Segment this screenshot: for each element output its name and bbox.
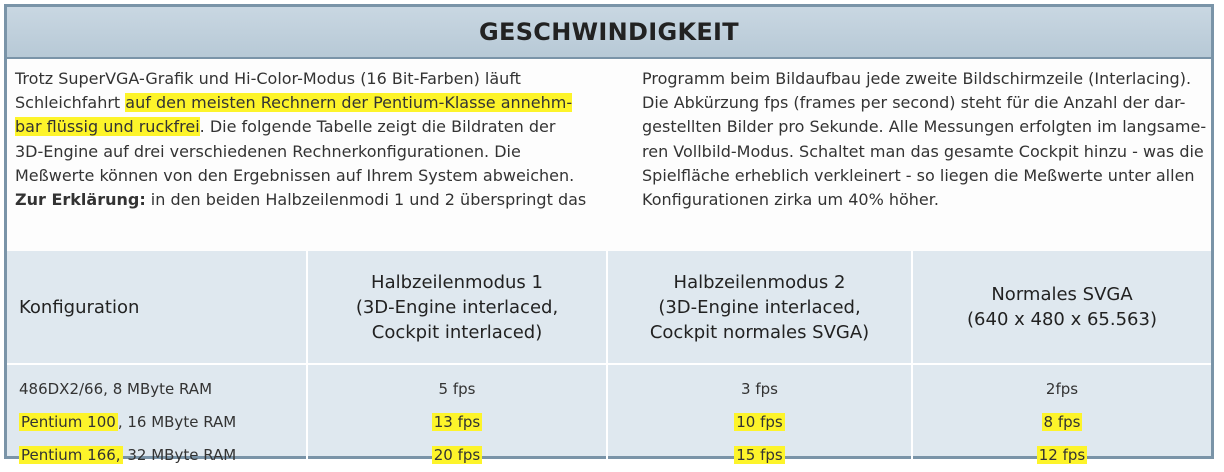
fps-cell: 2fps (1045, 379, 1079, 398)
text-line: gestellten Bilder pro Sekunde. Alle Messungen erfolgten im langsame- (642, 117, 1207, 137)
text-line: 3D-Engine auf drei verschiedenen Rechnerkonfigurationen. Die (15, 141, 521, 161)
fps-table (7, 251, 1211, 471)
text-line (15, 115, 615, 139)
fps-value-highlighted: 10 fps (736, 412, 783, 431)
fps-cell (912, 438, 1211, 471)
fps-cell: 3 fps (607, 364, 912, 405)
header-line: (3D-Engine interlaced, (355, 296, 559, 318)
ram-label: , 16 MByte RAM (117, 412, 237, 431)
fps-value-highlighted: 15 fps (736, 445, 783, 464)
text-line (15, 91, 615, 115)
text-line (15, 188, 615, 212)
config-cell (7, 438, 307, 471)
header-normales-svga (912, 251, 1211, 364)
header-line: Cockpit interlaced) (371, 321, 543, 343)
fps-cell (912, 405, 1211, 438)
table-row (7, 364, 1211, 405)
fps-value-highlighted: 12 fps (1038, 445, 1086, 464)
fps-cell (307, 438, 607, 471)
header-line: (3D-Engine interlaced, (658, 296, 861, 318)
fps-table-container (7, 251, 1211, 464)
fps-cell: 5 fps (307, 364, 607, 405)
left-text-column (15, 67, 615, 212)
fps-cell (307, 405, 607, 438)
cpu-label-highlighted: Pentium 166, (21, 445, 121, 464)
right-text-column (642, 67, 1212, 212)
text-line: Trotz SuperVGA-Grafik und Hi-Color-Modus (16 Bit-Farben) läuft (15, 69, 521, 88)
box-header (7, 7, 1211, 59)
table-row (7, 438, 1211, 471)
box-title: GESCHWINDIGKEIT (479, 18, 739, 46)
config-cell (7, 364, 307, 405)
header-halbzeilenmodus-2 (607, 251, 912, 364)
header-config: Konfiguration (7, 251, 307, 364)
text-line: ren Vollbild-Modus. Schaltet man das gesamte Cockpit hinzu - was die (642, 141, 1204, 161)
text-fragment: . Die folgende Tabelle zeigt die Bildraten der (199, 117, 556, 137)
ram-label: 8 MByte RAM (107, 379, 213, 398)
text-line: Die Abkürzung fps (frames per second) steht für die Anzahl der dar- (642, 93, 1186, 113)
speed-box (4, 4, 1214, 464)
text-line: Meßwerte können von den Ergebnissen auf Ihrem System abweichen. (15, 165, 575, 185)
cpu-label-highlighted: Pentium 100 (21, 412, 116, 431)
header-line: Halbzeilenmodus 1 (371, 271, 543, 293)
text-line: Spielfläche erheblich verkleinert - so liegen die Meßwerte unter allen (642, 165, 1195, 185)
config-cell (7, 405, 307, 438)
fps-cell (607, 438, 912, 471)
fps-value-highlighted: 20 fps (433, 445, 481, 464)
fps-value-highlighted: 13 fps (433, 412, 481, 431)
ram-label: 32 MByte RAM (122, 445, 237, 464)
header-line: (640 x 480 x 65.563) (967, 309, 1157, 330)
table-header-row (7, 251, 1211, 364)
bold-label: Zur Erklärung: (15, 190, 146, 210)
highlighted-text: auf den meisten Rechnern der Pentium-Klasse annehm- (125, 93, 573, 113)
fps-cell (607, 405, 912, 438)
text-fragment: Schleichfahrt (15, 93, 126, 113)
fps-value-highlighted: 8 fps (1043, 412, 1081, 431)
header-halbzeilenmodus-1 (307, 251, 607, 364)
cpu-label: 486DX2/66, (19, 379, 108, 398)
header-line: Normales SVGA (991, 284, 1133, 305)
text-line: Konfigurationen zirka um 40% höher. (642, 190, 939, 210)
highlighted-text: bar flüssig und ruckfrei (15, 117, 200, 137)
text-fragment: in den beiden Halbzeilenmodi 1 und 2 überspringt das (145, 190, 587, 210)
header-line: Cockpit normales SVGA) (649, 321, 870, 343)
text-line: Programm beim Bildaufbau jede zweite Bildschirmzeile (Interlacing). (642, 69, 1192, 88)
table-row (7, 405, 1211, 438)
header-line: Halbzeilenmodus 2 (673, 271, 846, 293)
